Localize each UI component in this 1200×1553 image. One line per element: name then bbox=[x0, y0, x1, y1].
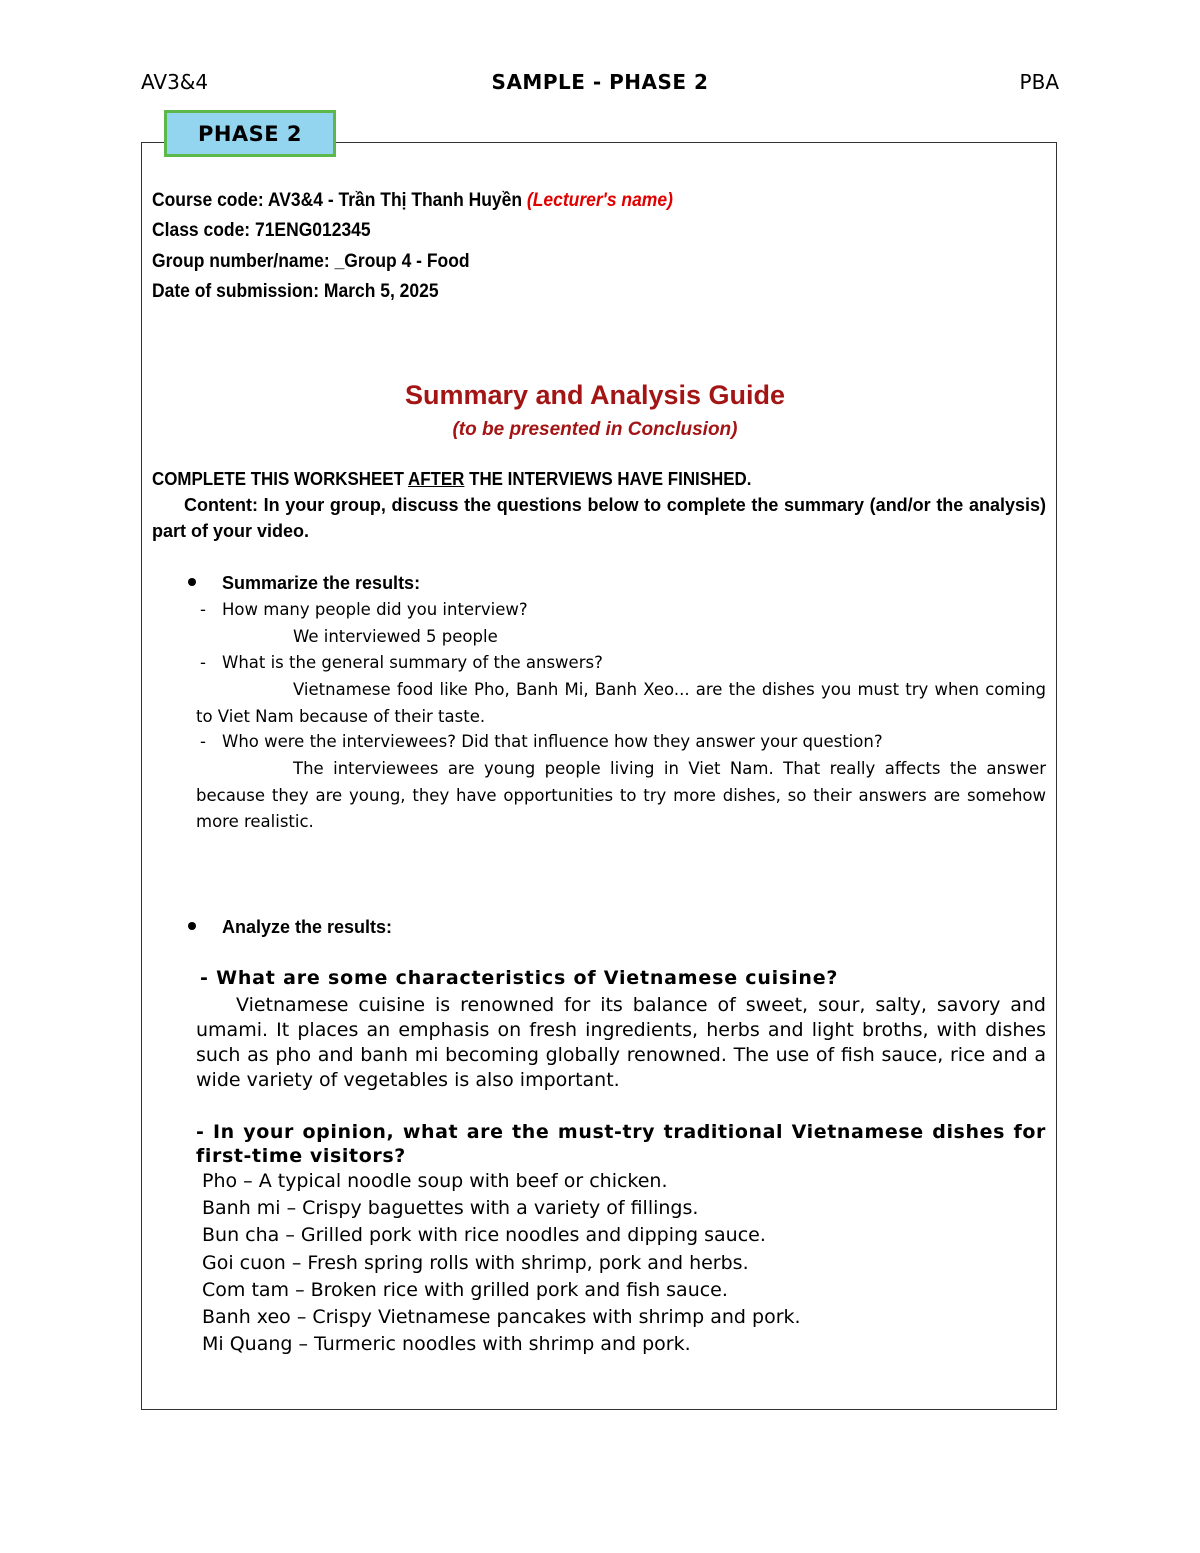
list-item: Banh mi – Crispy baguettes with a variety of fillings. bbox=[202, 1197, 699, 1220]
analysis-question: - In your opinion, what are the must-try traditional Vietnamese dishes for first-time visitors? bbox=[196, 1121, 1046, 1167]
analysis-answer: Vietnamese cuisine is renowned for its balance of sweet, sour, salty, savory and umami. It places an emphasis on fresh ingredients, herbs and light broths, with dishes such as pho and banh mi becoming globally renowned. The use of fish sauce, rice and a wide variety of vegetables is also important. bbox=[196, 994, 1046, 1091]
submission-date: Date of submission: March 5, 2025 bbox=[152, 281, 439, 302]
bullet-icon bbox=[188, 922, 196, 930]
dish-list bbox=[202, 1168, 801, 1358]
list-item: Com tam – Broken rice with grilled pork and fish sauce. bbox=[202, 1278, 728, 1301]
summary-question-text: What is the general summary of the answers? bbox=[222, 653, 603, 672]
list-item: Mi Quang – Turmeric noodles with shrimp and pork. bbox=[202, 1333, 691, 1356]
analyze-heading-text: Analyze the results: bbox=[222, 917, 393, 937]
instruction-part1: COMPLETE THIS WORKSHEET bbox=[152, 469, 409, 489]
instruction-emphasis: AFTER bbox=[408, 469, 465, 489]
header-title: SAMPLE - PHASE 2 bbox=[491, 70, 709, 94]
dash-icon: - bbox=[200, 600, 206, 619]
summary-question-text: Who were the interviewees? Did that influence how they answer your question? bbox=[222, 732, 883, 751]
summary-question bbox=[200, 653, 603, 672]
header-right-label: PBA bbox=[1019, 70, 1059, 94]
summarize-heading bbox=[188, 573, 420, 594]
summary-question bbox=[200, 732, 883, 751]
group-name: Group number/name: _Group 4 - Food bbox=[152, 251, 470, 272]
list-item: Goi cuon – Fresh spring rolls with shrimp, pork and herbs. bbox=[202, 1251, 749, 1274]
instruction-line bbox=[152, 469, 751, 490]
course-code: Course code: AV3&4 - Trần Thị Thanh Huyền bbox=[152, 190, 527, 211]
dash-icon: - bbox=[200, 653, 206, 672]
summary-answer: The interviewees are young people living in Viet Nam. That really affects the answer because they are young, they have opportunities to try more dishes, so their answers are somehow more realistic. bbox=[196, 759, 1046, 831]
summary-question-text: How many people did you interview? bbox=[222, 600, 528, 619]
summary-question bbox=[200, 600, 528, 619]
list-item: Pho – A typical noodle soup with beef or chicken. bbox=[202, 1170, 668, 1192]
list-item: Banh xeo – Crispy Vietnamese pancakes with shrimp and pork. bbox=[202, 1306, 801, 1329]
list-item: Bun cha – Grilled pork with rice noodles and dipping sauce. bbox=[202, 1224, 766, 1247]
lecturer-hint: (Lecturer's name) bbox=[526, 190, 673, 211]
analysis-question: - What are some characteristics of Vietnamese cuisine? bbox=[200, 967, 839, 989]
analyze-heading bbox=[188, 917, 392, 938]
class-code: Class code: 71ENG012345 bbox=[152, 220, 371, 241]
page-subtitle: (to be presented in Conclusion) bbox=[452, 419, 738, 440]
header-course: AV3&4 bbox=[141, 70, 209, 94]
instruction-part2: THE INTERVIEWS HAVE FINISHED. bbox=[464, 469, 752, 489]
summary-answer: We interviewed 5 people bbox=[293, 627, 498, 646]
course-code-line bbox=[152, 190, 673, 212]
content-instruction: Content: In your group, discuss the questions below to complete the summary (and/or the analysis) part of your video. bbox=[152, 495, 1046, 541]
summary-answer: Vietnamese food like Pho, Banh Mi, Banh Xeo... are the dishes you must try when coming to Viet Nam because of their taste. bbox=[196, 680, 1046, 726]
dash-icon: - bbox=[200, 732, 206, 751]
page-title: Summary and Analysis Guide bbox=[404, 380, 786, 410]
phase-badge: PHASE 2 bbox=[164, 110, 336, 157]
summarize-heading-text: Summarize the results: bbox=[222, 573, 421, 593]
bullet-icon bbox=[188, 578, 196, 586]
